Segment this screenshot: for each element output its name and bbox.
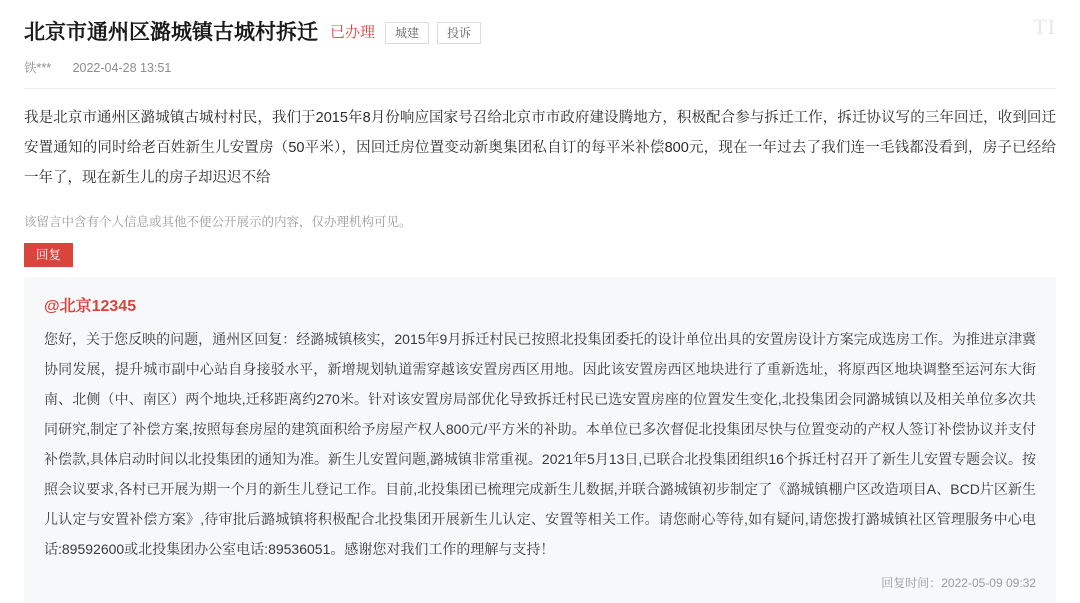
category-tag-2[interactable]: 投诉	[437, 22, 481, 44]
page-title: 北京市通州区潞城镇古城村拆迁	[24, 21, 318, 44]
reply-time	[44, 574, 1036, 591]
reply-button[interactable]: 回复	[24, 243, 73, 267]
status-badge: 已办理	[330, 24, 376, 41]
author-name: 铁***	[24, 61, 52, 75]
reply-author: @北京12345	[44, 298, 137, 315]
post-datetime: 2022-04-28 13:51	[72, 61, 172, 75]
reply-time-value: 2022-05-09 09:32	[941, 576, 1036, 590]
reply-button-container	[0, 233, 1080, 267]
post-content: 我是北京市通州区潞城镇古城村村民，我们于2015年8月份响应国家号召给北京市市政府建设腾地方，积极配合参与拆迁工作，拆迁协议写的三年回迁，收到回迁安置通知的同时给老百姓新生儿安置房（50平米），因回迁房位置变动新奥集团私自订的每平米补偿800元，现在一年过去了我们连一毛钱都没看到，房子已经给一年了，现在新生儿的房子却迟迟不给	[24, 110, 1056, 186]
reply-card	[24, 277, 1056, 603]
privacy-notice: 该留言中含有个人信息或其他不便公开展示的内容，仅办理机构可见。	[24, 215, 412, 229]
category-tag-1[interactable]: 城建	[385, 22, 429, 44]
post-meta	[0, 48, 1080, 76]
reply-content: 您好，关于您反映的问题，通州区回复：经潞城镇核实，2015年9月拆迁村民已按照北投集团委托的设计单位出具的安置房设计方案完成选房工作。为推进京津冀协同发展，提升城市副中心站自身接驳水平，新增规划轨道需穿越该安置房西区用地。因此该安置房西区地块进行了重新选址，将原西区地块调整至运河东大街南、北侧（中、南区）两个地块,迁移距离约270米。针对该安置房局部优化导致拆迁村民已选安置房座的位置发生变化,北投集团会同潞城镇以及相关单位多次共同研究,制定了补偿方案,按照每套房屋的建筑面积给予房屋产权人800元/平方米的补助。本单位已多次督促北投集团尽快与位置变动的产权人签订补偿协议并支付补偿款,具体启动时间以北投集团的通知为准。新生儿安置问题,潞城镇非常重视。2021年5月13日,已联合北投集团组织16个拆迁村召开了新生儿安置专题会议。按照会议要求,各村已开展为期一个月的新生儿登记工作。目前,北投集团已梳理完成新生儿数据,并联合潞城镇初步制定了《潞城镇棚户区改造项目A、BCD片区新生儿认定与安置补偿方案》,待审批后潞城镇将积极配合北投集团开展新生儿认定、安置等相关工作。请您耐心等待,如有疑问,请您拨打潞城镇社区管理服务中心电话:89592600或北投集团办公室电话:89536051。感谢您对我们工作的理解与支持！	[44, 331, 1036, 557]
watermark-logo: TI	[1033, 14, 1056, 39]
post-header	[0, 0, 1080, 48]
reply-time-label: 回复时间：	[881, 576, 942, 590]
